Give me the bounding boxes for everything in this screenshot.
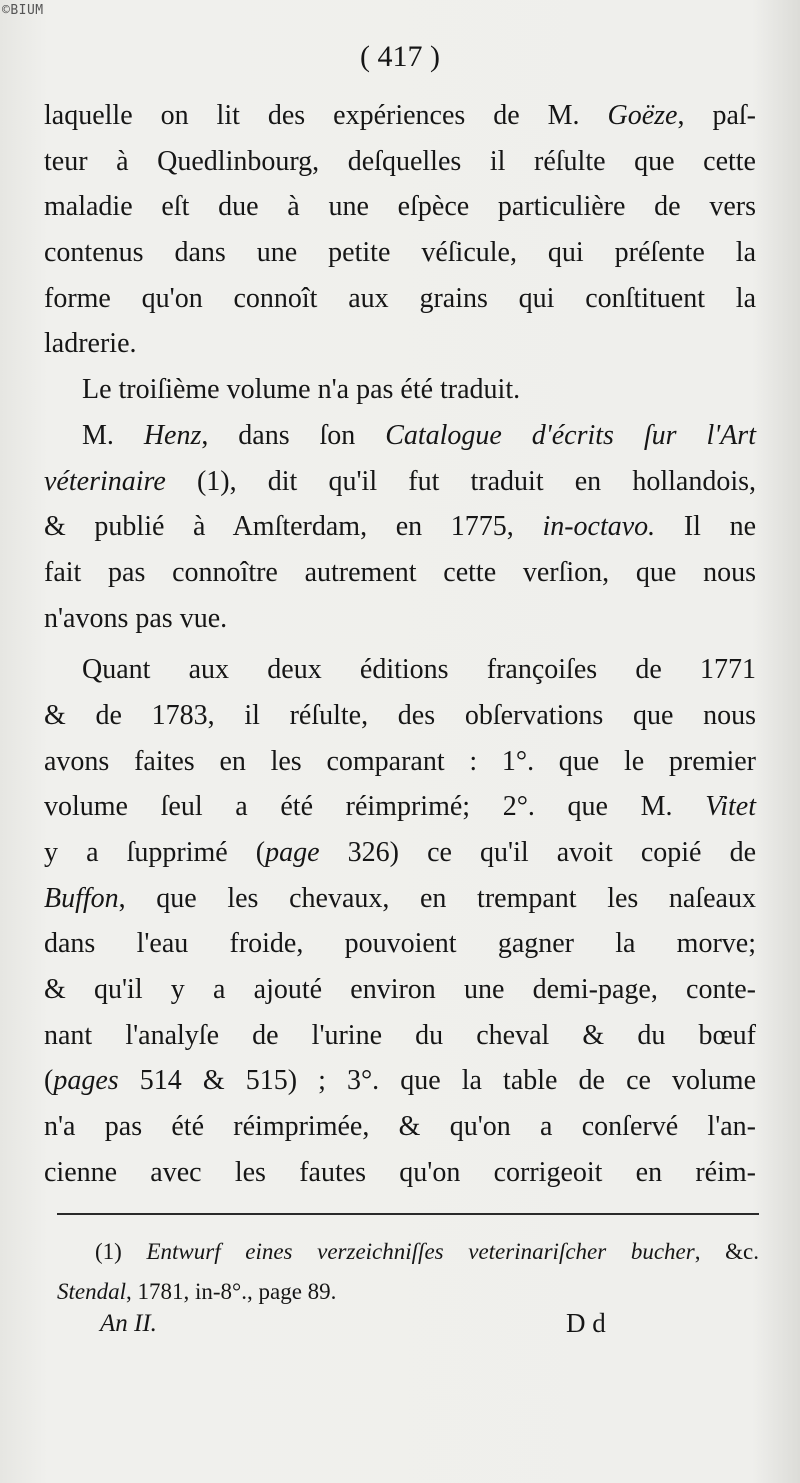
text-run: , que les chevaux, en trempant les naſeaux	[118, 882, 756, 914]
text-line	[44, 459, 756, 505]
text-run: laquelle on lit des expériences de M.	[44, 100, 608, 131]
text-run: & de 1783, il réſulte, des obſervations que nous	[44, 699, 756, 731]
italic-text: page	[265, 837, 320, 868]
italic-text: Goëze	[607, 100, 678, 131]
text-run: , paſ-	[677, 100, 756, 131]
italic-text: pages	[53, 1065, 119, 1097]
italic-text: Henz	[143, 419, 202, 451]
italic-text: in-octavo.	[542, 511, 656, 543]
text-line	[44, 184, 756, 230]
printer-signature: An II.	[100, 1310, 157, 1337]
text-line	[44, 876, 756, 922]
text-run: (1), dit qu'il fut traduit en hollandois,	[165, 465, 756, 497]
footnote-line	[57, 1232, 759, 1272]
text-run: (	[44, 1065, 54, 1097]
text-line	[44, 550, 756, 596]
text-line	[44, 276, 756, 322]
body-text	[44, 93, 756, 1196]
text-run: 326) ce qu'il avoit copié de	[319, 837, 756, 868]
text-run: Quant aux deux éditions françoiſes de 1771	[82, 654, 756, 686]
text-run: ladrerie.	[44, 328, 137, 360]
italic-text: Entwurf eines verzeichniſſes veterinariſcher bucher	[146, 1239, 695, 1264]
italic-text: véterinaire	[44, 465, 166, 497]
text-run: contenus dans une petite véſicule, qui préſente la	[44, 237, 756, 269]
text-line	[44, 596, 756, 642]
text-run: avons faites en les comparant : 1°. que le premier	[44, 745, 756, 777]
text-line	[44, 967, 756, 1013]
text-run: 514 & 515) ; 3°. que la table de ce volume	[118, 1065, 756, 1097]
italic-text: Vitet	[705, 791, 756, 823]
text-run: volume ſeul a été réimprimé; 2°. que M.	[44, 791, 706, 823]
text-run: , &c.	[694, 1239, 759, 1264]
text-line	[44, 647, 756, 693]
text-line	[44, 321, 756, 367]
text-run: , dans ſon	[201, 419, 386, 451]
text-line	[44, 367, 756, 413]
text-line	[44, 784, 756, 830]
italic-text: Buffon	[44, 882, 119, 914]
text-run: dans l'eau froide, pouvoient gagner la morve;	[44, 928, 756, 960]
text-run: & qu'il y a ajouté environ une demi-page, conte-	[44, 974, 756, 1006]
text-run: (1)	[95, 1239, 147, 1264]
text-run: n'avons pas vue.	[44, 602, 228, 634]
text-run: & publié à Amſterdam, en 1775,	[44, 511, 543, 543]
text-run: Le troiſième volume n'a pas été traduit.	[82, 374, 521, 406]
italic-text: Stendal	[57, 1279, 126, 1304]
text-line	[44, 1104, 756, 1150]
footnote	[57, 1232, 759, 1312]
italic-text: Catalogue d'écrits ſur l'Art	[385, 419, 756, 451]
library-watermark: ©BIUM	[2, 3, 44, 18]
text-run: fait pas connoître autrement cette verſion, que nous	[44, 556, 756, 588]
text-line	[44, 1013, 756, 1059]
page-number: ( 417 )	[360, 40, 440, 73]
footnote-rule	[57, 1213, 759, 1215]
text-line	[44, 921, 756, 967]
text-line	[44, 830, 756, 876]
text-run: teur à Quedlinbourg, deſquelles il réſulte que cette	[44, 145, 756, 177]
text-run: maladie eſt due à une eſpèce particulière de vers	[44, 191, 756, 223]
text-line	[44, 413, 756, 459]
text-line	[44, 1150, 756, 1196]
text-run: n'a pas été réimprimée, & qu'on a conſervé l'an-	[44, 1111, 756, 1143]
text-run: cienne avec les fautes qu'on corrigeoit en réim-	[44, 1156, 756, 1188]
text-run: Il ne	[655, 511, 756, 543]
text-run: nant l'analyſe de l'urine du cheval & du bœuf	[44, 1019, 756, 1051]
text-run: M.	[82, 419, 144, 451]
text-line	[44, 1058, 756, 1104]
text-run: , 1781, in-8°., page 89.	[126, 1279, 337, 1304]
text-run: y a ſupprimé (	[44, 837, 266, 868]
signature-mark: D d	[566, 1308, 606, 1338]
text-line	[44, 93, 756, 139]
text-line	[44, 693, 756, 739]
text-line	[44, 230, 756, 276]
text-line	[44, 504, 756, 550]
text-line	[44, 139, 756, 185]
text-run: forme qu'on connoît aux grains qui conſtituent la	[44, 282, 756, 314]
footnote-line	[57, 1272, 759, 1312]
text-line	[44, 739, 756, 785]
